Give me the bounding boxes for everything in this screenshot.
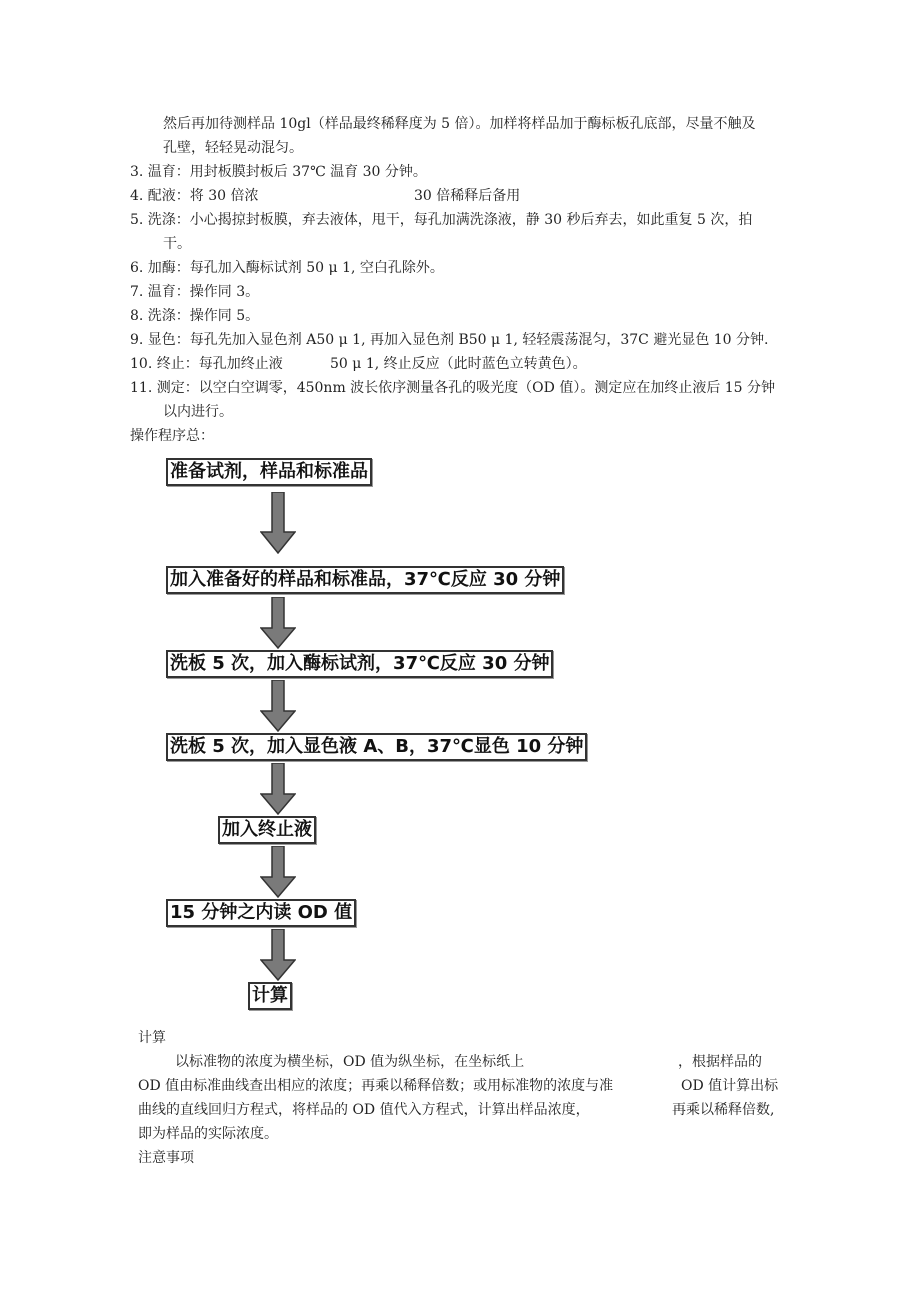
step-11: 11. 测定：以空白空调零，450nm 波长依序测量各孔的吸光度（OD 值）。测定应在加终止液后 15 分钟 [130,380,776,396]
step-4-part-2: 30 倍稀释后备用 [414,188,521,204]
flow-step-prepare: 准备试剂，样品和标准品 [166,458,372,486]
step-9: 9. 显色：每孔先加入显色剂 A50 μ 1, 再加入显色剂 B50 μ 1, 轻轻震荡混匀，37C 避光显色 10 分钟. [130,332,769,348]
flow-arrow-2 [260,597,296,649]
flow-arrow-4 [260,763,296,815]
calc-line-2b: OD 值计算出标 [681,1078,779,1094]
step-2-continuation: 然后再加待测样品 10gl（样品最终稀释度为 5 倍）。加样将样品加于酶标板孔底部，尽量不触及 [163,116,756,132]
flow-arrow-5 [260,846,296,898]
calc-line-1a: 以标准物的浓度为横坐标，OD 值为纵坐标，在坐标纸上 [175,1054,525,1070]
flow-arrow-1 [260,492,296,554]
step-5-continuation: 干。 [163,236,191,252]
calc-line-2a: OD 值由标准曲线查出相应的浓度；再乘以稀释倍数；或用标准物的浓度与准 [138,1078,614,1094]
step-2-continuation-2: 孔壁，轻轻晃动混匀。 [163,140,303,156]
flow-step-add-samples: 加入准备好的样品和标准品，37℃反应 30 分钟 [166,566,564,594]
calc-line-3a: 曲线的直线回归方程式，将样品的 OD 值代入方程式，计算出样品浓度， [138,1102,590,1118]
flow-arrow-6 [260,929,296,981]
flow-step-stop: 加入终止液 [218,816,316,844]
step-3: 3. 温育：用封板膜封板后 37℃ 温育 30 分钟。 [130,164,427,180]
step-10-part-2: 50 μ 1, 终止反应（此时蓝色立转黄色）。 [330,356,587,372]
flow-step-calculate: 计算 [248,982,292,1010]
flow-title: 操作程序总： [130,428,214,444]
step-5: 5. 洗涤：小心揭掠封板膜，弃去液体，甩干，每孔加满洗涤液，静 30 秒后弃去，如此重复 5 次，拍 [130,212,753,228]
calc-heading: 计算 [138,1030,166,1046]
notes-heading: 注意事项 [138,1150,194,1166]
flow-arrow-3 [260,680,296,732]
step-7: 7. 温育：操作同 3。 [130,284,260,300]
step-6: 6. 加酶：每孔加入酶标试剂 50 μ 1, 空白孔除外。 [130,260,444,276]
step-10-part-1: 10. 终止：每孔加终止液 [130,356,283,372]
flow-step-wash-color: 洗板 5 次，加入显色液 A、B，37℃显色 10 分钟 [166,733,587,761]
step-4-part-1: 4. 配液：将 30 倍浓 [130,188,259,204]
step-8: 8. 洗涤：操作同 5。 [130,308,260,324]
calc-line-3b: 再乘以稀释倍数, [672,1102,775,1118]
calc-line-1b: ，根据样品的 [678,1054,762,1070]
flow-step-wash-enzyme: 洗板 5 次，加入酶标试剂，37℃反应 30 分钟 [166,650,553,678]
calc-line-4: 即为样品的实际浓度。 [138,1126,278,1142]
flow-step-read-od: 15 分钟之内读 OD 值 [166,899,356,927]
step-11-continuation: 以内进行。 [163,404,233,420]
